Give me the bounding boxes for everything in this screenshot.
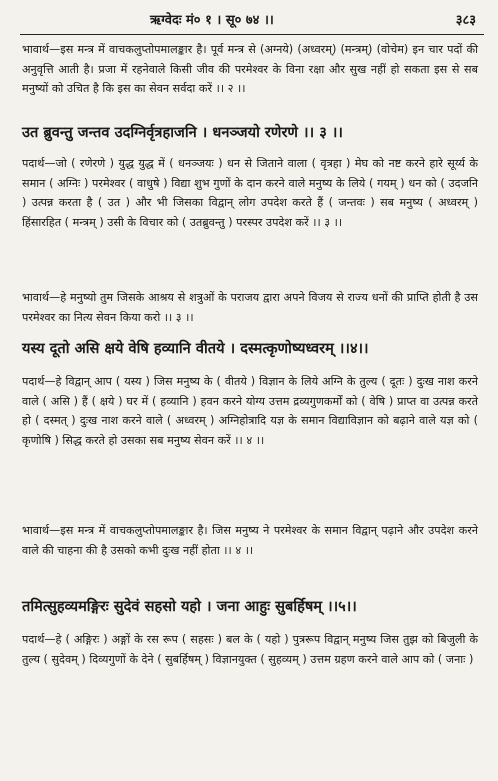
bhavartha-paragraph: भावार्थ—इस मन्त्र में वाचकलुप्तोपमालङ्कार है। जिस मनुष्य ने परमेश्वर के समान विद्वान् पढ़ाने और उपदेश करने वाले की चाहना की है उसको कभी दुःख नहीं होता ।। ४ ।।: [22, 524, 478, 557]
bhavartha-paragraph: भावार्थ—इस मन्त्र में वाचकलुप्तोपमालङ्कार है। पूर्व मन्त्र से (अग्नये) (अध्वरम्) (मन्त्रम्) (वोचेम) इन चार पदों की अनुवृत्ति आती है। प्रजा में रहनेवाले किसी जीव की परमेश्वर के विना रक्षा और सुख नहीं हो सकता इस से सब मनुष्यों को उचित है कि इस का सेवन सर्वदा करें ।। २ ।।: [22, 43, 478, 95]
padartha-paragraph: पदार्थ—हे विद्वान् आप ( यस्य ) जिस मनुष्य के ( वीतये ) विज्ञान के लिये अग्नि के तुल्य ( दूतः ) दुःख नाश करने वाले ( असि ) हैं ( क्षये ) घर में ( हव्यानि ) हवन करने योग्य उत्तम द्रव्यगुणकर्मों को ( वेषि ) प्राप्त वा उत्पन्न करते हो ( दस्मत् ) दुःख नाश करने वाले ( अध्वरम् ) अग्निहोत्रादि यज्ञ के समान विद्याविज्ञान को बढ़ाने वाले यज्ञ को ( कृणोषि ) सिद्ध करते हो उसका सब मनुष्य सेवन करें ।। ४ ।।: [22, 375, 478, 447]
page-header: [0, 8, 498, 30]
mantra-verse: उत ब्रुवन्तु जन्तव उदग्निर्वृत्रहाजनि । धनञ्जयो रणेरणे ।। ३ ।।: [22, 124, 343, 141]
padartha-paragraph: पदार्थ—हे ( अङ्गिरः ) अङ्गों के रस रूप ( सहसः ) बल के ( यहो ) पुत्ररूप विद्वान् मनुष्य जिस तुझ को बिजुली के तुल्य ( सुदेवम् ) दिव्यगुणों के देने ( सुबर्हिषम् ) विज्ञानयुक्त ( सुहव्यम् ) उत्तम ग्रहण करने वाले आप को ( जनाः ): [22, 633, 478, 666]
running-title: ऋग्वेदः मं० १ । सू० ७४ ।।: [150, 13, 274, 28]
page-number: ३८३: [455, 13, 476, 28]
padartha-paragraph: पदार्थ—जो ( रणेरणे ) युद्ध युद्ध में ( धनञ्जयः ) धन से जिताने वाला ( वृत्रहा ) मेघ को नष्ट करने हारे सूर्य्य के समान ( अग्निः ) परमेश्वर ( वाधुषे ) विद्या शुभ गुणों के दान करने वाले मनुष्य के लिये ( गयम् ) धन को ( उदजनि ) उत्पन्न करता है ( उत ) और भी जिसका विद्वान् लोग उपदेश करते हैं ( जन्तवः ) सब मनुष्य ( अध्वरम् ) हिंसारहित ( मन्त्रम् ) उसी के विचार को ( उतब्रुवन्तु ) परस्पर उपदेश करें ।। ३ ।।: [22, 157, 478, 229]
bhavartha-paragraph: भावार्थ—हे मनुष्यो तुम जिसके आश्रय से शत्रुओं के पराजय द्वारा अपने विजय से राज्य धनों की प्राप्ति होती है उस परमेश्वर का नित्य सेवन किया करो ।। ३ ।।: [22, 291, 478, 324]
header-rule: [20, 34, 484, 35]
mantra-verse: यस्य दूतो असि क्षये वेषि हव्यानि वीतये । दस्मत्कृणोष्यध्वरम् ।।४।।: [22, 340, 369, 357]
mantra-verse: तमित्सुहव्यमङ्गिरः सुदेवं सहसो यहो । जना आहुः सुबर्हिषम् ।।५।।: [22, 598, 357, 615]
